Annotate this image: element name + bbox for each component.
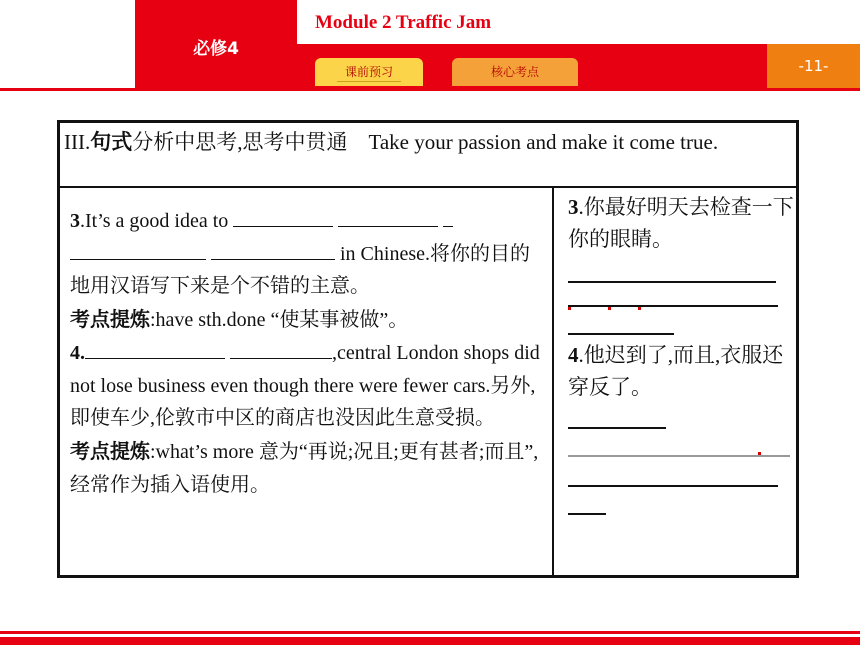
content-box [57,120,799,578]
page-number: -11- [767,44,860,88]
item-3-number: 3 [70,210,80,232]
item-4-note [70,435,548,501]
blank-3-5[interactable] [211,258,335,260]
item-3-note-text: :have sth.done “使某事被做”。 [150,309,409,332]
tab-preview[interactable] [315,58,423,86]
exercise-3-text: .你最好明天去检查一下你的眼睛。 [568,195,794,251]
item-4-text: ,central London shops did not lose business even though there were fewer cars.另外,即使车少,伦敦市中区的商店也没因此生意受损。 [70,341,540,430]
item-3-note [70,303,548,337]
item-4: 4. ,central London shops did not lose business even though there were fewer cars.另外,即使车少,伦敦市中区的商店也没因此生意受损。 [70,341,540,430]
section-header [60,123,796,188]
tab-preview-label: 课前预习 [344,65,393,79]
blank-3-3[interactable] [443,225,453,227]
book-label: 必修4 [193,39,239,59]
column-divider [552,188,554,575]
blank-3-1[interactable] [233,225,333,227]
exercise-3-number: 3 [568,195,579,219]
header-left-blank [0,0,135,88]
item-3-text-b: in Chinese.将你的目的地用汉语写下来是个不错的主意。 [70,242,530,298]
item-3-text-a: .It’s a good idea to [80,210,229,232]
item-3 [70,205,548,303]
note-label: 考点提炼 [70,307,150,332]
tab-key-points-label: 核心考点 [490,65,539,79]
footer-line-thick [0,637,860,645]
section-motto: Take your passion and make it come true. [368,130,719,154]
exercise-3 [568,191,794,255]
blank-4-2[interactable] [230,357,332,359]
section-title: 分析中思考,思考中贯通 [132,130,348,154]
blank-4-1[interactable] [85,357,225,359]
answer-line-3-1[interactable] [568,281,776,283]
item-4-number: 4 [70,341,80,364]
footer-line-thin [0,631,860,634]
exercise-4-text: .他迟到了,而且,衣服还穿反了。 [568,343,784,399]
note-label: 考点提炼 [70,438,150,463]
exercise-4-number: 4 [568,343,579,367]
book-label-block [135,0,297,88]
tab-key-points[interactable] [452,58,578,86]
module-title: Module 2 Traffic Jam [315,12,492,33]
answer-line-3-2[interactable] [568,305,778,307]
mark-dot [568,307,571,310]
tab-underline [337,81,401,82]
item-4-note-text: :what’s more 意为“再说;况且;更有甚者;而且”,经常作为插入语使用。 [70,440,539,496]
answer-line-4-2[interactable] [568,455,790,457]
mark-dot [638,307,641,310]
blank-3-2[interactable] [338,225,438,227]
blank-3-4[interactable] [70,258,206,260]
answer-line-4-1[interactable] [568,427,666,429]
section-title-bold: 句式 [90,130,133,154]
mark-dot [758,452,761,455]
answer-line-4-3[interactable] [568,485,778,487]
answer-line-4-4[interactable] [568,513,606,515]
exercise-4 [568,339,794,403]
section-number: III. [64,130,91,154]
header-divider [0,88,860,91]
mark-dot [608,307,611,310]
exercise-items [568,191,794,515]
answer-line-3-3[interactable] [568,333,674,335]
sentence-items [70,205,548,501]
